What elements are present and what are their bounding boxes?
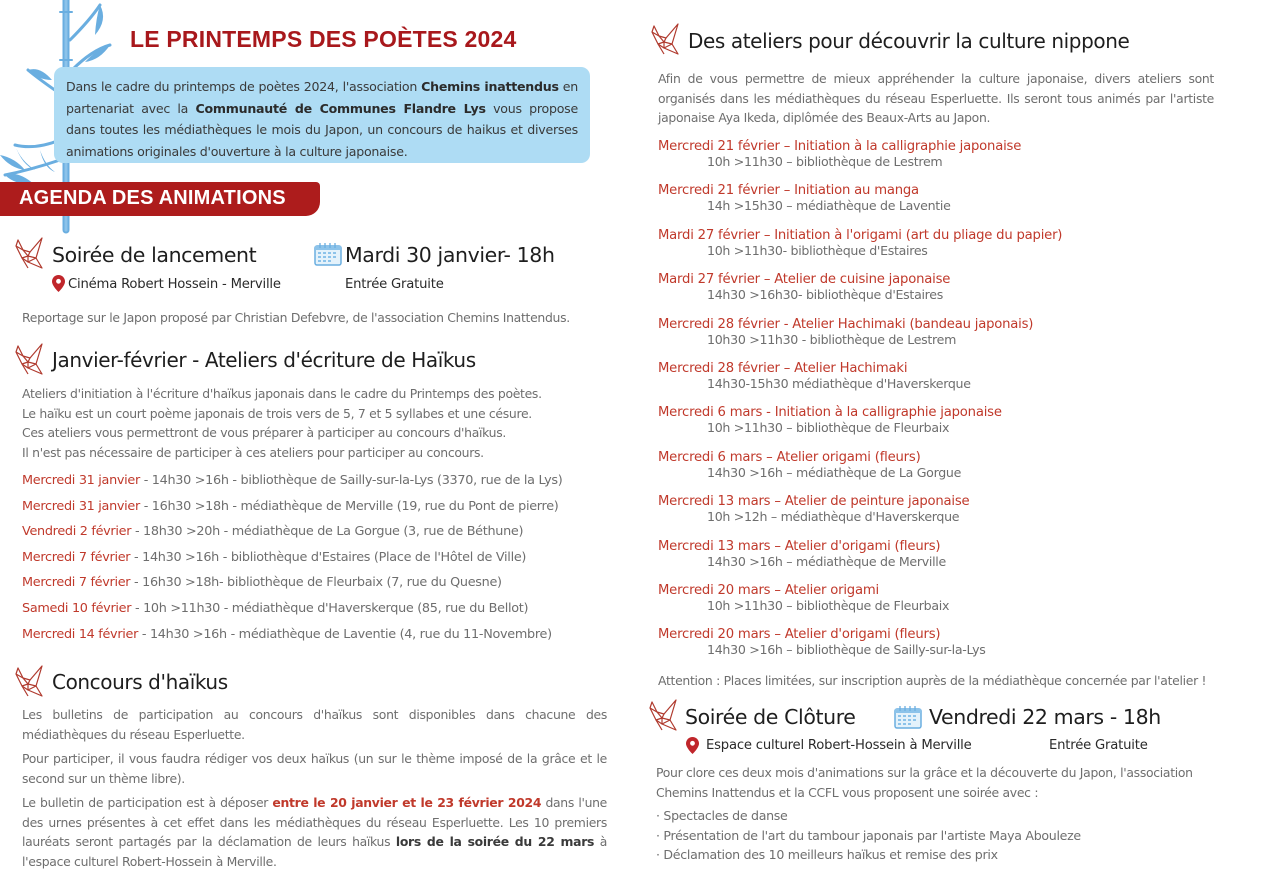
workshop-title: Mercredi 13 mars – Atelier de peinture japonaise <box>658 494 970 510</box>
workshop-item <box>658 583 1062 627</box>
schedule-item <box>22 524 562 550</box>
program-item: · Déclamation des 10 meilleurs haïkus et remise des prix <box>656 847 998 862</box>
contest-paragraph <box>22 793 607 871</box>
launch-location: Cinéma Robert Hossein - Merville <box>68 277 281 292</box>
workshop-item <box>658 272 1062 316</box>
schedule-date: Mercredi 31 janvier <box>22 498 140 514</box>
workshop-item <box>658 450 1062 494</box>
workshop-title: Mercredi 6 mars - Initiation à la calligraphie japonaise <box>658 405 1002 421</box>
schedule-date: Mercredi 31 janvier <box>22 473 140 488</box>
launch-entry: Entrée Gratuite <box>345 277 444 292</box>
culture-workshops-title: Des ateliers pour découvrir la culture nippone <box>688 29 1130 53</box>
haiku-schedule-list <box>22 473 562 652</box>
launch-date: Mardi 30 janvier- 18h <box>345 243 555 267</box>
workshop-detail: 14h30 >16h – médiathèque de La Gorgue <box>707 464 962 480</box>
intro-text-1: Dans le cadre du printemps de poètes 2024, l'association <box>66 79 422 94</box>
workshop-item <box>658 539 1062 583</box>
calendar-icon <box>314 242 342 266</box>
schedule-item <box>22 473 562 499</box>
workshop-detail: 10h >11h30 – bibliothèque de Fleurbaix <box>707 420 950 436</box>
closing-program-list <box>656 806 1081 865</box>
workshop-title: Mercredi 28 février - Atelier Hachimaki (bandeau japonais) <box>658 316 1034 332</box>
workshop-item <box>658 317 1062 361</box>
workshop-title: Mardi 27 février – Atelier de cuisine japonaise <box>658 272 951 288</box>
schedule-date: Mercredi 14 février <box>22 626 139 642</box>
contest-paragraph: Pour participer, il vous faudra rédiger vos deux haïkus (un sur le thème imposé de la grâce et le second sur un thème libre). <box>22 751 607 786</box>
schedule-item <box>22 627 562 653</box>
schedule-item <box>22 575 562 601</box>
workshop-title: Mercredi 20 mars – Atelier d'origami (fleurs) <box>658 627 941 643</box>
workshop-detail: 10h >12h – médiathèque d'Haverskerque <box>707 509 960 525</box>
workshop-item <box>658 405 1062 449</box>
workshop-item <box>658 494 1062 538</box>
description-line: Il n'est pas nécessaire de participer à ces ateliers pour participer au concours. <box>22 444 484 460</box>
schedule-date: Mercredi 7 février <box>22 549 131 565</box>
contest-event: lors de la soirée du 22 mars <box>395 834 595 849</box>
agenda-banner-label: AGENDA DES ANIMATIONS <box>19 187 286 209</box>
contest-title: Concours d'haïkus <box>52 670 228 694</box>
page-title: LE PRINTEMPS DES POÈTES 2024 <box>130 26 517 52</box>
origami-crane-icon <box>648 698 678 732</box>
haiku-workshops-description <box>22 384 542 462</box>
origami-crane-icon <box>14 664 44 698</box>
location-pin-icon <box>686 737 699 754</box>
schedule-date: Samedi 10 février <box>22 600 132 616</box>
workshop-item <box>658 361 1062 405</box>
schedule-info: - 14h30 >16h - bibliothèque de Sailly-sur-la-Lys (3370, rue de la Lys) <box>139 473 563 488</box>
schedule-info: - 14h30 >16h - bibliothèque d'Estaires (Place de l'Hôtel de Ville) <box>130 549 527 565</box>
workshop-detail: 10h >11h30- bibliothèque d'Estaires <box>707 242 928 258</box>
program-item: · Spectacles de danse <box>656 808 788 823</box>
schedule-date: Vendredi 2 février <box>22 524 132 540</box>
origami-crane-icon <box>650 22 680 56</box>
workshop-note: Attention : Places limitées, sur inscription auprès de la médiathèque concernée par l'atelier ! <box>658 673 1207 688</box>
workshop-item <box>658 627 1062 671</box>
intro-box <box>54 67 590 163</box>
workshop-detail: 14h30-15h30 médiathèque d'Haverskerque <box>707 375 971 391</box>
closing-description: Pour clore ces deux mois d'animations sur la grâce et la découverte du Japon, l'association Chemins Inattendus et la CCFL vous proposent une soirée avec : <box>656 765 1193 800</box>
intro-text-2: en partenariat avec la <box>66 79 579 116</box>
contest-paragraph: Les bulletins de participation au concours d'haïkus sont disponibles dans chacune des médiathèques du réseau Esperluette. <box>22 707 607 742</box>
intro-org-2: Communauté de Communes Flandre Lys <box>195 100 486 116</box>
schedule-item <box>22 499 562 525</box>
workshop-title: Mercredi 20 mars – Atelier origami <box>658 582 879 598</box>
closing-date: Vendredi 22 mars - 18h <box>929 705 1161 729</box>
contest-text: Le bulletin de participation est à déposer <box>22 795 273 810</box>
workshop-title: Mercredi 28 février – Atelier Hachimaki <box>658 360 908 376</box>
contest-body <box>22 705 607 871</box>
workshop-item <box>658 183 1062 227</box>
workshop-title: Mercredi 6 mars – Atelier origami (fleurs) <box>658 449 921 465</box>
schedule-item <box>22 601 562 627</box>
workshop-title: Mercredi 21 février – Initiation à la calligraphie japonaise <box>658 139 1022 154</box>
launch-description: Reportage sur le Japon proposé par Christian Defebvre, de l'association Chemins Inattendus. <box>22 310 570 325</box>
closing-title: Soirée de Clôture <box>685 705 856 729</box>
workshop-item <box>658 228 1062 272</box>
workshop-detail: 14h30 >16h30- bibliothèque d'Estaires <box>707 287 943 303</box>
schedule-info: - 16h30 >18h- bibliothèque de Fleurbaix (7, rue du Quesne) <box>130 575 502 591</box>
culture-workshops-intro: Afin de vous permettre de mieux appréhender la culture japonaise, divers ateliers sont organisés dans les médiathèques du réseau Esperluette. Ils seront tous animés par l'artiste japonaise Aya Ikeda, diplômée des Beaux-Arts au Japon. <box>658 71 1214 125</box>
workshop-title: Mardi 27 février – Initiation à l'origami (art du pliage du papier) <box>658 227 1063 243</box>
schedule-info: - 18h30 >20h - médiathèque de La Gorgue (3, rue de Béthune) <box>131 524 524 540</box>
contest-text: dans l'une des urnes présentes à cet effet dans les médiathèques du réseau Esperluette. Les 10 premiers lauréats seront partagés par la déclamation de leurs haïkus <box>22 795 607 849</box>
contest-text: à l'espace culturel Robert-Hossein à Merville. <box>22 834 607 869</box>
program-item: · Présentation de l'art du tambour japonais par l'artiste Maya Abouleze <box>656 827 1081 843</box>
schedule-item <box>22 550 562 576</box>
closing-location: Espace culturel Robert-Hossein à Merville <box>706 738 972 753</box>
workshop-title: Mercredi 13 mars – Atelier d'origami (fleurs) <box>658 538 941 554</box>
description-line: Ateliers d'initiation à l'écriture d'haïkus japonais dans le cadre du Printemps des poètes. <box>22 386 542 401</box>
workshop-detail: 14h30 >16h – bibliothèque de Sailly-sur-la-Lys <box>707 642 986 658</box>
workshop-detail: 10h30 >11h30 - bibliothèque de Lestrem <box>707 331 957 347</box>
contest-dates: entre le 20 janvier et le 23 février 2024 <box>272 795 542 810</box>
intro-text-3: vous propose dans toutes les médiathèques le mois du Japon, un concours de haikus et diverses animations originales d'ouverture à la culture japonaise. <box>66 100 578 159</box>
agenda-banner <box>0 182 320 216</box>
workshop-detail: 14h30 >16h – médiathèque de Merville <box>707 553 946 569</box>
workshop-title: Mercredi 21 février – Initiation au manga <box>658 183 919 199</box>
workshop-item <box>658 139 1062 183</box>
workshop-detail: 10h >11h30 – bibliothèque de Lestrem <box>707 154 943 169</box>
schedule-date: Mercredi 7 février <box>22 575 131 591</box>
workshop-detail: 14h >15h30 – médiathèque de Laventie <box>707 198 951 214</box>
description-line: Ces ateliers vous permettront de vous préparer à participer au concours d'haïkus. <box>22 425 506 440</box>
schedule-info: - 14h30 >16h - médiathèque de Laventie (4, rue du 11-Novembre) <box>138 626 552 642</box>
origami-crane-icon <box>14 236 44 270</box>
closing-entry: Entrée Gratuite <box>1049 738 1148 753</box>
launch-title: Soirée de lancement <box>52 243 257 267</box>
location-pin-icon <box>52 275 65 292</box>
schedule-info: - 10h >11h30 - médiathèque d'Haverskerque (85, rue du Bellot) <box>131 600 529 616</box>
origami-crane-icon <box>14 342 44 376</box>
calendar-icon <box>894 705 922 729</box>
description-line: Le haïku est un court poème japonais de trois vers de 5, 7 et 5 syllabes et une césure. <box>22 405 532 421</box>
intro-org-1: Chemins inattendus <box>421 79 559 94</box>
schedule-info: - 16h30 >18h - médiathèque de Merville (19, rue du Pont de pierre) <box>139 498 559 514</box>
haiku-workshops-title: Janvier-février - Ateliers d'écriture de Haïkus <box>52 348 476 372</box>
workshop-detail: 10h >11h30 – bibliothèque de Fleurbaix <box>707 597 950 613</box>
workshop-list <box>658 139 1062 672</box>
